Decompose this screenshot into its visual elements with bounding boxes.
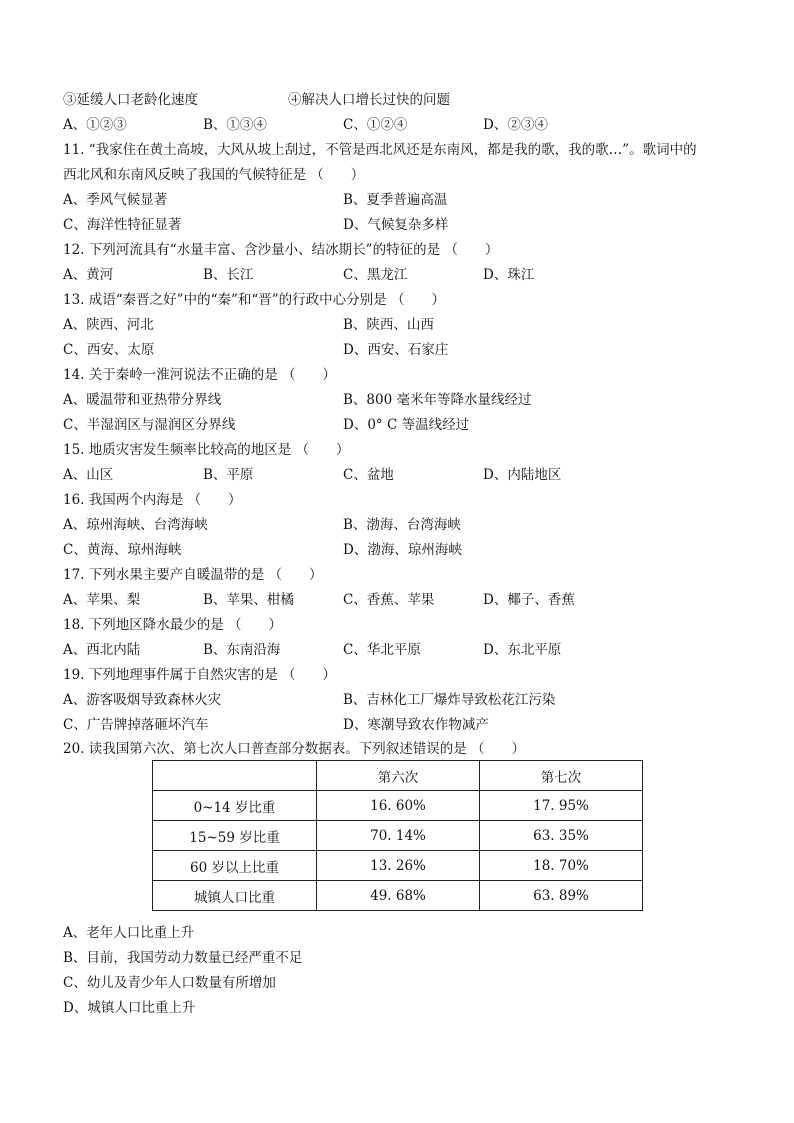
q20-option-c[interactable]: C、幼儿及青少年人口数量有所增加 (63, 975, 276, 991)
q11-option-b[interactable]: B、夏季普遍高温 (343, 192, 448, 208)
q18-option-a[interactable]: A、西北内陆 (63, 642, 141, 658)
table-cell: 16. 60% (317, 791, 480, 821)
q14-stem: 14. 关于秦岭一淮河说法不正确的是 （ ） (63, 367, 337, 383)
q17-stem: 17. 下列水果主要产自暖温带的是 （ ） (63, 567, 323, 583)
q15-option-a[interactable]: A、山区 (63, 467, 114, 483)
q13-option-d[interactable]: D、西安、石家庄 (343, 342, 449, 358)
q11-option-d[interactable]: D、气候复杂多样 (343, 217, 449, 233)
q16-stem: 16. 我国两个内海是 （ ） (63, 492, 242, 508)
q19-option-b[interactable]: B、吉林化工厂爆炸导致松花江污染 (343, 692, 556, 708)
q19-option-c[interactable]: C、广告牌掉落砸坏汽车 (63, 717, 209, 733)
q17-option-c[interactable]: C、香蕉、苹果 (343, 592, 435, 608)
q18-option-b[interactable]: B、东南沿海 (203, 642, 281, 658)
table-header-cell: 第六次 (317, 761, 480, 791)
q19-option-d[interactable]: D、寒潮导致农作物减产 (343, 717, 489, 733)
table-cell: 15~59 岁比重 (153, 821, 317, 851)
q15-stem: 15. 地质灾害发生频率比较高的地区是 （ ） (63, 442, 350, 458)
q12-stem: 12. 下列河流具有“水量丰富、含沙量小、结冰期长”的特征的是 （ ） (63, 242, 499, 258)
table-cell: 63. 89% (480, 881, 643, 911)
q18-stem: 18. 下列地区降水最少的是 （ ） (63, 617, 283, 633)
q10-option-b[interactable]: B、①③④ (203, 117, 267, 133)
table-row (153, 881, 643, 911)
q19-option-a[interactable]: A、游客吸烟导致森林火灾 (63, 692, 222, 708)
q20-option-d[interactable]: D、城镇人口比重上升 (63, 1000, 196, 1016)
q15-option-d[interactable]: D、内陆地区 (483, 467, 562, 483)
table-row (153, 791, 643, 821)
q14-option-a[interactable]: A、暖温带和亚热带分界线 (63, 392, 222, 408)
table-cell: 60 岁以上比重 (153, 851, 317, 881)
q13-option-c[interactable]: C、西安、太原 (63, 342, 155, 358)
table-header-cell (153, 761, 317, 791)
q17-option-d[interactable]: D、椰子、香蕉 (483, 592, 575, 608)
q14-option-c[interactable]: C、半湿润区与湿润区分界线 (63, 417, 236, 433)
q20-option-a[interactable]: A、老年人口比重上升 (63, 925, 195, 941)
q18-option-d[interactable]: D、东北平原 (483, 642, 562, 658)
q12-option-d[interactable]: D、珠江 (483, 267, 535, 283)
q10-option-a[interactable]: A、①②③ (63, 117, 127, 133)
table-row (153, 851, 643, 881)
table-cell: 13. 26% (317, 851, 480, 881)
q11-stem-line2: 西北风和东南风反映了我国的气候特征是 （ ） (63, 167, 365, 183)
q15-option-c[interactable]: C、盆地 (343, 467, 394, 483)
table-cell: 63. 35% (480, 821, 643, 851)
statement-4: ④解决人口增长过快的问题 (288, 92, 450, 108)
q19-stem: 19. 下列地理事件属于自然灾害的是 （ ） (63, 667, 337, 683)
q11-stem-line1: 11. “我家住在黄土高坡，大风从坡上刮过，不管是西北风还是东南风，都是我的歌，我的歌…”。歌词中的 (63, 142, 697, 158)
q17-option-a[interactable]: A、苹果、梨 (63, 592, 141, 608)
census-table (152, 760, 643, 911)
q13-stem: 13. 成语“秦晋之好”中的“秦”和“晋”的行政中心分别是 （ ） (63, 292, 445, 308)
q14-option-b[interactable]: B、800 毫米年等降水量线经过 (343, 392, 532, 408)
q17-option-b[interactable]: B、苹果、柑橘 (203, 592, 294, 608)
q20-option-b[interactable]: B、目前，我国劳动力数量已经严重不足 (63, 950, 303, 966)
q11-option-a[interactable]: A、季风气候显著 (63, 192, 168, 208)
q13-option-a[interactable]: A、陕西、河北 (63, 317, 154, 333)
q18-option-c[interactable]: C、华北平原 (343, 642, 421, 658)
q10-option-c[interactable]: C、①②④ (343, 117, 408, 133)
table-cell: 城镇人口比重 (153, 881, 317, 911)
q16-option-a[interactable]: A、琼州海峡、台湾海峡 (63, 517, 208, 533)
table-cell: 0~14 岁比重 (153, 791, 317, 821)
table-cell: 17. 95% (480, 791, 643, 821)
table-cell: 49. 68% (317, 881, 480, 911)
q16-option-c[interactable]: C、黄海、琼州海峡 (63, 542, 182, 558)
table-row (153, 821, 643, 851)
q12-option-a[interactable]: A、黄河 (63, 267, 114, 283)
q12-option-b[interactable]: B、长江 (203, 267, 254, 283)
statement-3: ③延缓人口老龄化速度 (63, 92, 198, 108)
table-cell: 70. 14% (317, 821, 480, 851)
q20-stem: 20. 读我国第六次、第七次人口普查部分数据表。下列叙述错误的是 （ ） (63, 741, 526, 757)
q15-option-b[interactable]: B、平原 (203, 467, 254, 483)
q12-option-c[interactable]: C、黑龙江 (343, 267, 408, 283)
q10-option-d[interactable]: D、②③④ (483, 117, 548, 133)
q16-option-d[interactable]: D、渤海、琼州海峡 (343, 542, 462, 558)
q16-option-b[interactable]: B、渤海、台湾海峡 (343, 517, 461, 533)
table-header-cell: 第七次 (480, 761, 643, 791)
q14-option-d[interactable]: D、0° C 等温线经过 (343, 417, 470, 433)
table-cell: 18. 70% (480, 851, 643, 881)
table-header-row (153, 761, 643, 791)
q13-option-b[interactable]: B、陕西、山西 (343, 317, 434, 333)
q11-option-c[interactable]: C、海洋性特征显著 (63, 217, 182, 233)
